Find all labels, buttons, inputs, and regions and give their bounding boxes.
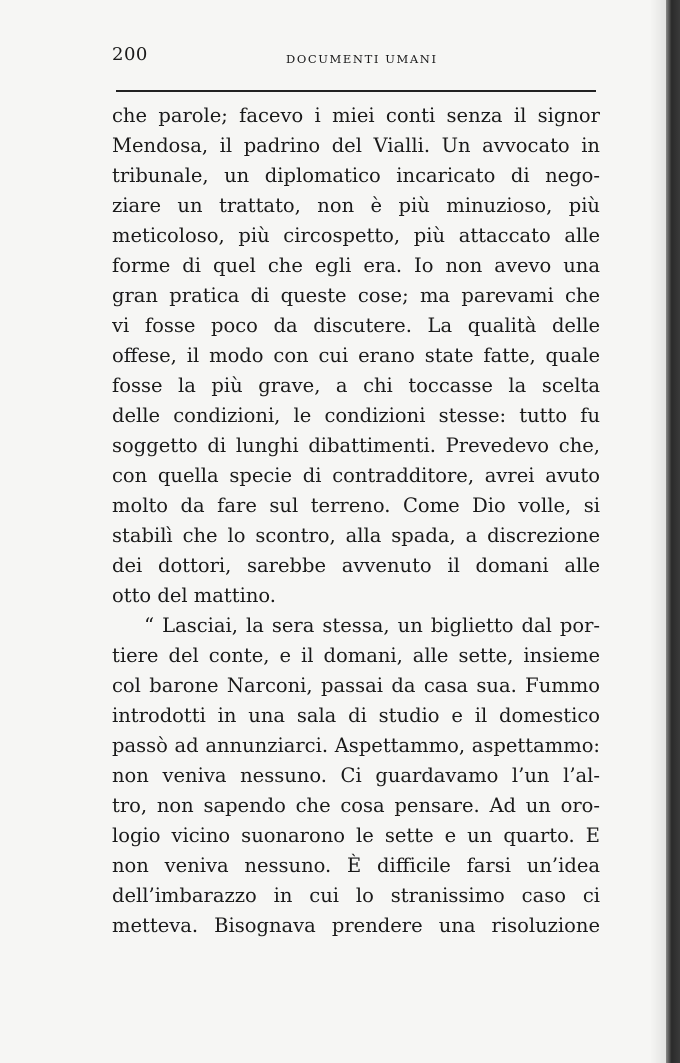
- text-line: stabilì che lo scontro, alla spada, a discrezione: [112, 524, 600, 547]
- text-line: dei dottori, sarebbe avvenuto il domani alle: [112, 554, 600, 577]
- text-line: tribunale, un diplomatico incaricato di nego-: [112, 164, 600, 187]
- text-line: meticoloso, più circospetto, più attaccato alle: [112, 224, 600, 247]
- text-line: non veniva nessuno. Ci guardavamo l’un l’al-: [112, 764, 600, 787]
- page-header: [112, 44, 596, 74]
- page-number: 200: [112, 44, 148, 65]
- body-text: [112, 101, 600, 941]
- spine-shadow: [650, 0, 666, 1063]
- text-line: molto da fare sul terreno. Come Dio volle, si: [112, 494, 600, 517]
- text-line: con quella specie di contradditore, avrei avuto: [112, 464, 600, 487]
- text-line: gran pratica di queste cose; ma parevami che: [112, 284, 600, 307]
- text-line: delle condizioni, le condizioni stesse: tutto fu: [112, 404, 600, 427]
- text-line: col barone Narconi, passai da casa sua. Fummo: [112, 674, 600, 697]
- text-line: non veniva nessuno. È difficile farsi un’idea: [112, 854, 600, 877]
- text-line: tro, non sapendo che cosa pensare. Ad un oro-: [112, 794, 600, 817]
- text-line: logio vicino suonarono le sette e un quarto. E: [112, 824, 600, 847]
- text-line: vi fosse poco da discutere. La qualità delle: [112, 314, 600, 337]
- text-line: dell’imbarazzo in cui lo stranissimo caso ci: [112, 884, 600, 907]
- paragraph-end-line: otto del mattino.: [112, 584, 276, 607]
- header-rule: [116, 90, 596, 92]
- text-line: fosse la più grave, a chi toccasse la scelta: [112, 374, 600, 397]
- text-line: passò ad annunziarci. Aspettammo, aspettammo:: [112, 734, 600, 757]
- text-line: offese, il modo con cui erano state fatte, quale: [112, 344, 600, 367]
- text-line: Mendosa, il padrino del Vialli. Un avvocato in: [112, 134, 600, 157]
- text-line: tiere del conte, e il domani, alle sette, insieme: [112, 644, 600, 667]
- text-line: introdotti in una sala di studio e il domestico: [112, 704, 600, 727]
- running-title: DOCUMENTI UMANI: [286, 52, 438, 66]
- paragraph-start-line: “ Lasciai, la sera stessa, un biglietto dal por-: [112, 614, 600, 637]
- text-line: che parole; facevo i miei conti senza il signor: [112, 104, 600, 127]
- book-spine-edge: [666, 0, 680, 1063]
- text-line: ziare un trattato, non è più minuzioso, più: [112, 194, 600, 217]
- text-line: soggetto di lunghi dibattimenti. Prevedevo che,: [112, 434, 600, 457]
- text-line: metteva. Bisognava prendere una risoluzione: [112, 914, 600, 937]
- text-line: forme di quel che egli era. Io non avevo una: [112, 254, 600, 277]
